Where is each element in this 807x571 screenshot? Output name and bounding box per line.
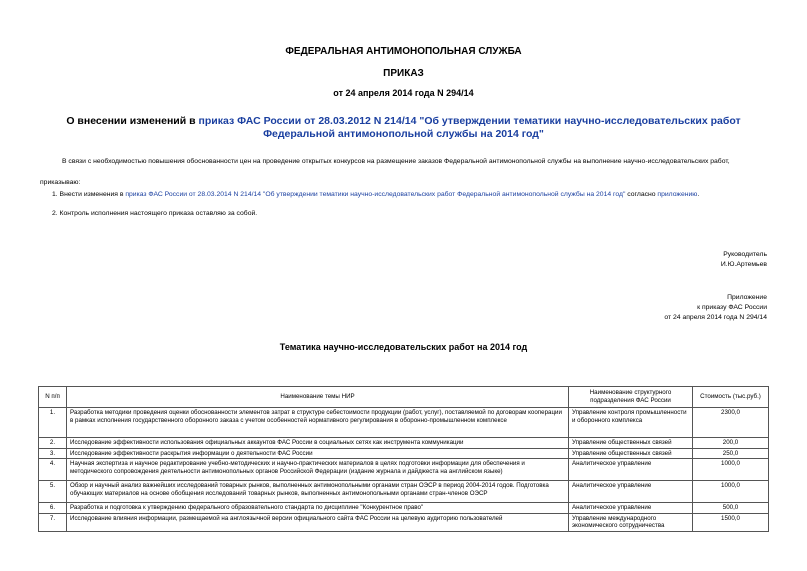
- table-row: [39, 513, 769, 531]
- item1-end: .: [697, 191, 700, 198]
- item1-appendix-link[interactable]: приложению: [657, 191, 698, 198]
- row-num: 4.: [39, 459, 67, 481]
- row-department: Управление общественных связей: [569, 438, 693, 449]
- intro-paragraph: В связи с необходимостью повышения обоснованности цен на проведение открытых конкурсов на размещение заказов Федеральной антимонопольной службы на выполнение научно-исследовательских работ,: [62, 158, 730, 165]
- row-department: Управление контроля промышленности и оборонного комплекса: [569, 408, 693, 438]
- item1-prefix: 1. Внести изменения в: [52, 191, 126, 198]
- table-row: [39, 448, 769, 459]
- row-topic: Исследование эффективности раскрытия информации о деятельности ФАС России: [67, 448, 569, 459]
- appendix-block: [664, 293, 767, 323]
- signatory-name: И.Ю.Артемьев: [720, 261, 767, 268]
- item1-middle: согласно: [625, 191, 658, 198]
- row-cost: 200,0: [693, 438, 769, 449]
- signatory-position: Руководитель: [723, 251, 767, 258]
- row-topic: Исследование влияния информации, размещаемой на англоязычной версии официального сайта ФАС России на целевую аудиторию пользователей: [67, 513, 569, 531]
- row-department: Управление международного экономического сотрудничества: [569, 513, 693, 531]
- orders-word: приказываю:: [40, 179, 81, 186]
- heading-prefix: О внесении изменений в: [66, 115, 199, 127]
- signature-block: [721, 250, 767, 270]
- order-item-2: 2. Контроль исполнения настоящего приказа оставляю за собой.: [52, 210, 258, 217]
- row-department: Аналитическое управление: [569, 459, 693, 481]
- row-topic: Разработка методики проведения оценки обоснованности элементов затрат в структуре себестоимости продукции (работ, услуг), поставляемой по договорам кооперации в рамках исполнения государственного оборонного заказа с учетом особенностей нормативного регулирования в оборонно-промышленном комплексе: [67, 408, 569, 438]
- table-row: [39, 481, 769, 503]
- row-department: Аналитическое управление: [569, 503, 693, 514]
- row-num: 6.: [39, 503, 67, 514]
- row-num: 1.: [39, 408, 67, 438]
- row-topic: Обзор и научный анализ важнейших исследований товарных рынков, выполненных антимонопольными органами стран ОЭСР в период 2004-2014 годов. Подготовка обучающих материалов на основе обобщения исследований товарных рынков, выполненных антимонопольными органами стран-членов ОЭСР: [67, 481, 569, 503]
- row-cost: 500,0: [693, 503, 769, 514]
- appendix-label: Приложение: [727, 294, 767, 301]
- table-row: [39, 459, 769, 481]
- order-item-1: [52, 190, 699, 199]
- row-topic: Научная экспертиза и научное редактирование учебно-методических и научно-практических материалов в целях подготовки информации для обеспечения и методического сопровождения деятельности антимонопольных органов Российской Федерации (издание журнала и дайджеста на английском языке): [67, 459, 569, 481]
- row-cost: 1000,0: [693, 481, 769, 503]
- row-topic: Исследование эффективности использования официальных аккаунтов ФАС России в социальных сетях как инструмента коммуникации: [67, 438, 569, 449]
- row-num: 5.: [39, 481, 67, 503]
- document-date-number: от 24 апреля 2014 года N 294/14: [333, 88, 474, 98]
- topics-table: [38, 386, 769, 532]
- table-row: [39, 408, 769, 438]
- document-type: ПРИКАЗ: [383, 68, 424, 79]
- row-cost: 2300,0: [693, 408, 769, 438]
- row-department: Аналитическое управление: [569, 481, 693, 503]
- order-heading: [40, 115, 767, 141]
- header-topic: Наименование темы НИР: [67, 387, 569, 408]
- row-num: 2.: [39, 438, 67, 449]
- appendix-title: Тематика научно-исследовательских работ на 2014 год: [279, 342, 528, 352]
- header-department: Наименование структурного подразделения ФАС России: [569, 387, 693, 408]
- header-num: N п/п: [39, 387, 67, 408]
- row-num: 7.: [39, 513, 67, 531]
- appendix-date: от 24 апреля 2014 года N 294/14: [664, 314, 767, 321]
- heading-order-link[interactable]: приказ ФАС России от 28.03.2012 N 214/14 "Об утверждении тематики научно-исследовательских работ Федеральной антимонопольной службы на 2014 год": [198, 115, 741, 140]
- agency-name: ФЕДЕРАЛЬНАЯ АНТИМОНОПОЛЬНАЯ СЛУЖБА: [285, 46, 522, 57]
- header-cost: Стоимость (тыс.руб.): [693, 387, 769, 408]
- table-row: [39, 503, 769, 514]
- appendix-ref: к приказу ФАС России: [697, 304, 767, 311]
- row-num: 3.: [39, 448, 67, 459]
- row-cost: 250,0: [693, 448, 769, 459]
- table-header-row: [39, 387, 769, 408]
- row-cost: 1000,0: [693, 459, 769, 481]
- table-row: [39, 438, 769, 449]
- row-topic: Разработка и подготовка к утверждению федерального образовательного стандарта по дисциплине "Конкурентное право": [67, 503, 569, 514]
- row-cost: 1500,0: [693, 513, 769, 531]
- row-department: Управление общественных связей: [569, 448, 693, 459]
- item1-order-link[interactable]: приказ ФАС России от 28.03.2014 N 214/14 "Об утверждении тематики научно-исследовательских работ Федеральной антимонопольной службы на 2014 год": [125, 191, 626, 198]
